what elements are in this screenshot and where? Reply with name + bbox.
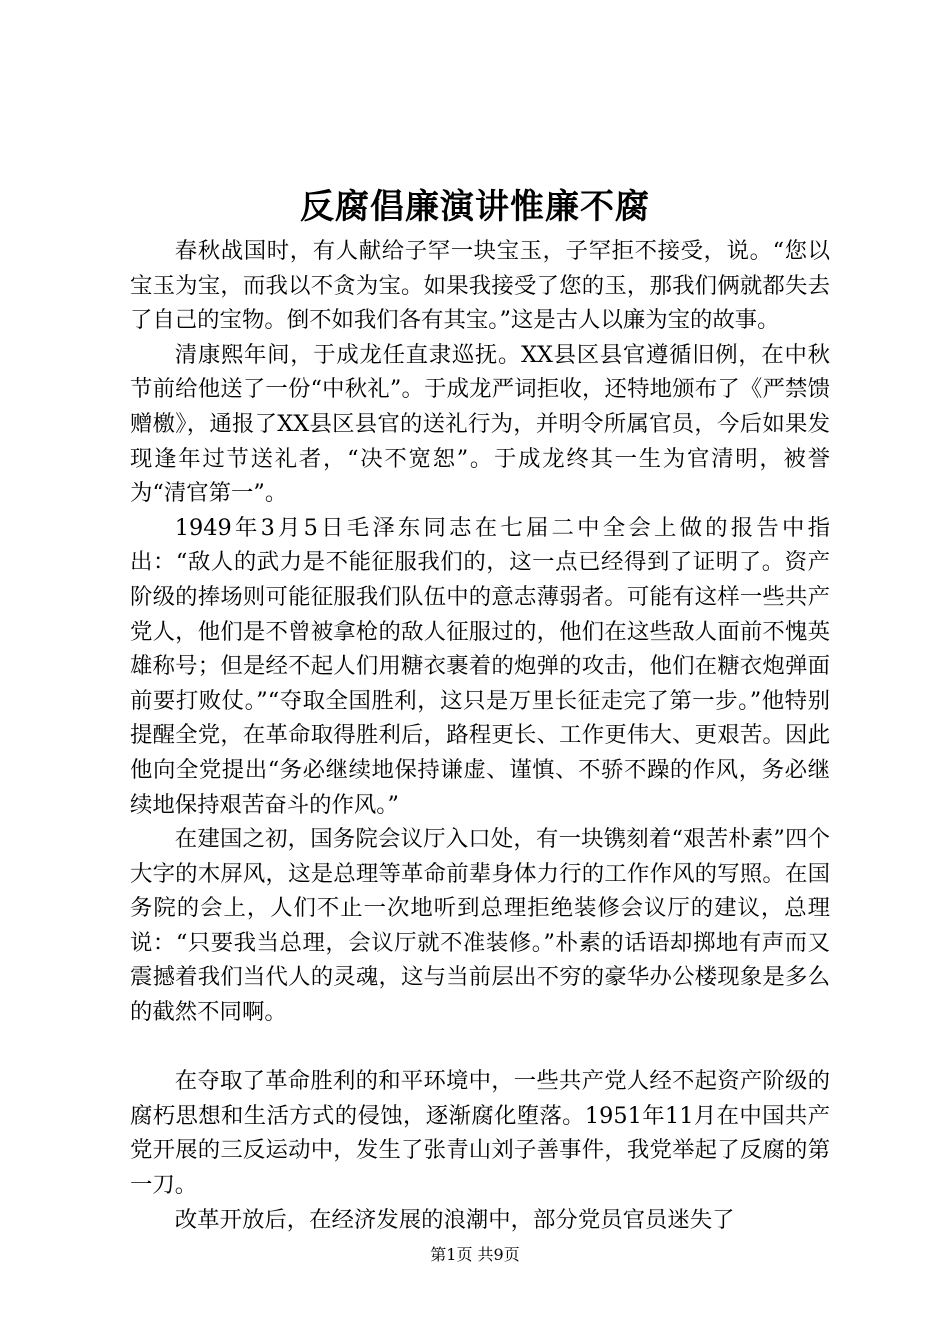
paragraph-yu-chenglong: 清康熙年间，于成龙任直隶巡抚。XX县区县官遵循旧例，在中秋节前给他送了一份“中秋礼”。于成龙严词拒收，还特地颁布了《严禁馈赠檄》，通报了XX县区县官的送礼行为，并明令所属官员，今后如果发现逢年过节送礼者，“决不宽恕”。于成龙终其一生为官清明，被誉为“清官第一”。: [130, 341, 830, 507]
paragraph-mao-1949: 1949年3月5日毛泽东同志在七届二中全会上做的报告中指出：“敌人的武力是不能征服我们的，这一点已经得到了证明了。资产阶级的捧场则可能征服我们队伍中的意志薄弱者。可能有这样一些共产党人，他们是不曾被拿枪的敌人征服过的，他们在这些敌人面前不愧英雄称号；但是经不起人们用糖衣裹着的炮弹的攻击，他们在糖衣炮弹面前要打败仗。”“夺取全国胜利，这只是万里长征走完了第一步。”他特别提醒全党，在革命取得胜利后，路程更长、工作更伟大、更艰苦。因此他向全党提出“务必继续地保持谦虚、谨慎、不骄不躁的作风，务必继续地保持艰苦奋斗的作风。”: [130, 514, 830, 818]
paragraph-zihan-jade: 春秋战国时，有人献给子罕一块宝玉，子罕拒不接受，说。“您以宝玉为宝，而我以不贪为宝。如果我接受了您的玉，那我们俩就都失去了自己的宝物。倒不如我们各有其宝。”这是古人以廉为宝的故事。: [130, 238, 830, 334]
page-number-footer: 第1页 共9页: [430, 1245, 520, 1264]
document-body: [130, 234, 830, 1237]
paragraph-spacer: [130, 1030, 830, 1065]
paragraph-reform-opening: 改革开放后，在经济发展的浪潮中，部分党员官员迷失了: [174, 1206, 735, 1233]
page-title: 反腐倡廉演讲惟廉不腐: [300, 187, 650, 227]
paragraph-state-council-screen: 在建国之初，国务院会议厅入口处，有一块镌刻着“艰苦朴素”四个大字的木屏风，这是总理等革命前辈身体力行的工作作风的写照。在国务院的会上，人们不止一次地听到总理拒绝装修会议厅的建议，总理说：“只要我当总理，会议厅就不准装修。”朴素的话语却掷地有声而又震撼着我们当代人的灵魂，这与当前层出不穷的豪华办公楼现象是多么的截然不同啊。: [130, 826, 830, 1026]
paragraph-three-antis: 在夺取了革命胜利的和平环境中，一些共产党人经不起资产阶级的腐朽思想和生活方式的侵蚀，逐渐腐化堕落。1951年11月在中国共产党开展的三反运动中，发生了张青山刘子善事件，我党举起了反腐的第一刀。: [130, 1068, 830, 1199]
